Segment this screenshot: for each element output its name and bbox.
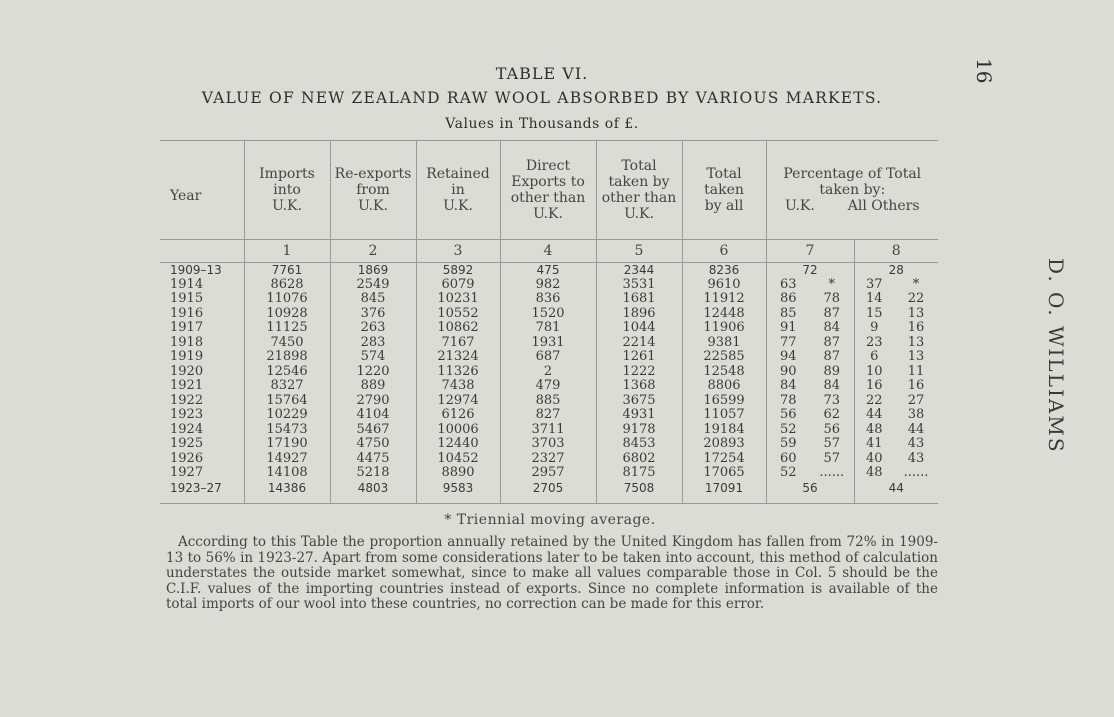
cell-c1: 10928	[244, 307, 330, 322]
cell-c2: 845	[330, 292, 416, 307]
cell-c1: 11125	[244, 321, 330, 336]
cell-year: 1927	[170, 465, 204, 480]
cell-c7b: 57	[823, 436, 841, 451]
cell-c5: 1044	[596, 321, 682, 336]
table-bottom-rule	[160, 495, 938, 504]
cell-c5: 1896	[596, 307, 682, 322]
cell-c4: 687	[500, 350, 596, 365]
cell-c2: 574	[330, 350, 416, 365]
cell-year: 1920	[170, 363, 204, 379]
cell-c3: 7167	[416, 336, 500, 351]
cell-c5: 8453	[596, 437, 682, 452]
cell-c3: 10452	[416, 452, 500, 467]
cell-c8b: 44	[907, 421, 925, 437]
cell-c3: 9583	[416, 481, 500, 496]
cell-c6: 12548	[682, 365, 766, 380]
cell-c3: 6126	[416, 408, 500, 423]
cell-c7a: 84	[766, 379, 810, 394]
header-direct-exports: Direct Exports to other than U.K.	[500, 141, 596, 240]
table-title: TABLE VI.	[495, 64, 589, 83]
cell-c4: 827	[500, 408, 596, 423]
cell-c2: 4104	[330, 408, 416, 423]
cell-year: 1918	[170, 334, 204, 350]
cell-c7b: 84	[823, 320, 841, 335]
cell-c8a: 48	[854, 423, 894, 438]
cell-c4: 1931	[500, 336, 596, 351]
cell-year: 1921	[170, 378, 204, 393]
cell-uk-pct: 72	[766, 263, 854, 278]
table-row	[160, 263, 938, 278]
cell-c2: 5467	[330, 423, 416, 438]
cell-c8a: 10	[854, 365, 894, 380]
cell-c4: 781	[500, 321, 596, 336]
cell-c7b: ......	[819, 465, 845, 480]
cell-year: 1909–13	[170, 263, 222, 277]
cell-c4: 2957	[500, 466, 596, 481]
cell-c1: 14108	[244, 466, 330, 481]
cell-uk-pct: 56	[766, 481, 854, 496]
cell-c8b: 27	[907, 392, 925, 408]
cell-c2: 4750	[330, 437, 416, 452]
cell-c4: 2327	[500, 452, 596, 467]
cell-c3: 10552	[416, 307, 500, 322]
cell-c6: 11906	[682, 321, 766, 336]
cell-c5: 2214	[596, 336, 682, 351]
header-total-other: Total taken by other than U.K.	[596, 141, 682, 240]
cell-c7a: 52	[766, 466, 810, 481]
cell-c6: 11912	[682, 292, 766, 307]
column-number-row: 1 2 3 4 5 6 7 8	[160, 240, 938, 263]
table-subtitle: VALUE OF NEW ZEALAND RAW WOOL ABSORBED BY VARIOUS MARKETS.	[201, 89, 883, 107]
header-total-all: Total taken by all	[682, 141, 766, 240]
cell-c3: 6079	[416, 278, 500, 293]
cell-c6: 11057	[682, 408, 766, 423]
cell-c8a: 37	[854, 278, 894, 293]
cell-c8b: 13	[907, 349, 925, 364]
cell-c2: 263	[330, 321, 416, 336]
cell-c5: 9178	[596, 423, 682, 438]
cell-c6: 19184	[682, 423, 766, 438]
cell-c7b: 87	[823, 349, 841, 364]
cell-c4: 2	[500, 365, 596, 380]
header-row	[160, 141, 938, 240]
table-row	[160, 452, 938, 467]
cell-c7a: 52	[766, 423, 810, 438]
table-row	[160, 466, 938, 481]
cell-c3: 8890	[416, 466, 500, 481]
cell-c4: 475	[500, 263, 596, 278]
cell-c8b: 43	[907, 450, 925, 466]
cell-c6: 12448	[682, 307, 766, 322]
cell-c7a: 85	[766, 307, 810, 322]
cell-others-pct: 44	[854, 481, 938, 496]
cell-c1: 14927	[244, 452, 330, 467]
cell-c8b: 16	[907, 320, 925, 335]
cell-c6: 17091	[682, 481, 766, 496]
cell-c4: 3711	[500, 423, 596, 438]
table-row	[160, 481, 938, 496]
cell-c1: 7450	[244, 336, 330, 351]
cell-c8b: 13	[907, 305, 925, 321]
cell-c4: 479	[500, 379, 596, 394]
cell-c7b: 89	[823, 363, 841, 379]
table-row	[160, 350, 938, 365]
cell-c7b: 73	[823, 392, 841, 408]
cell-c7a: 86	[766, 292, 810, 307]
cell-c1: 8327	[244, 379, 330, 394]
cell-c2: 1869	[330, 263, 416, 278]
cell-c3: 12440	[416, 437, 500, 452]
cell-c4: 2705	[500, 481, 596, 496]
cell-c3: 10006	[416, 423, 500, 438]
cell-c4: 1520	[500, 307, 596, 322]
cell-year: 1923	[170, 407, 204, 422]
cell-c4: 3703	[500, 437, 596, 452]
cell-c3: 10231	[416, 292, 500, 307]
cell-c5: 2344	[596, 263, 682, 278]
cell-year: 1922	[170, 392, 204, 408]
cell-c1: 8628	[244, 278, 330, 293]
cell-c7a: 63	[766, 278, 810, 293]
header-reexports: Re-exports from U.K.	[330, 141, 416, 240]
header-year: Year	[160, 141, 244, 240]
footnote: * Triennial moving average.	[444, 512, 656, 528]
cell-year: 1919	[170, 349, 204, 364]
cell-c5: 1261	[596, 350, 682, 365]
cell-c7a: 94	[766, 350, 810, 365]
cell-c8b: 22	[907, 291, 925, 306]
cell-c2: 5218	[330, 466, 416, 481]
cell-c2: 4803	[330, 481, 416, 496]
cell-c7a: 91	[766, 321, 810, 336]
table-row	[160, 379, 938, 394]
cell-c7b: 87	[823, 305, 841, 321]
cell-year: 1917	[170, 320, 204, 335]
cell-c1: 11076	[244, 292, 330, 307]
cell-c8b: ......	[903, 465, 929, 480]
cell-c7b: 78	[823, 291, 841, 306]
cell-c7a: 90	[766, 365, 810, 380]
cell-c7a: 56	[766, 408, 810, 423]
cell-c5: 3531	[596, 278, 682, 293]
header-all-others: All Others	[847, 198, 920, 214]
cell-c6: 9610	[682, 278, 766, 293]
cell-c8b: 13	[907, 334, 925, 350]
cell-c5: 3675	[596, 394, 682, 409]
cell-c2: 376	[330, 307, 416, 322]
cell-c2: 2790	[330, 394, 416, 409]
cell-c7b: 62	[823, 407, 841, 422]
header-retained: Retained in U.K.	[416, 141, 500, 240]
table-row	[160, 423, 938, 438]
table-row	[160, 278, 938, 293]
cell-c3: 21324	[416, 350, 500, 365]
cell-c5: 8175	[596, 466, 682, 481]
cell-c4: 982	[500, 278, 596, 293]
cell-c8a: 15	[854, 307, 894, 322]
cell-year: 1914	[170, 276, 204, 292]
cell-c8a: 14	[854, 292, 894, 307]
cell-c2: 889	[330, 379, 416, 394]
cell-c3: 11326	[416, 365, 500, 380]
cell-c8b: 38	[907, 407, 925, 422]
cell-c7b: 84	[823, 378, 841, 393]
table-row	[160, 365, 938, 380]
header-percentage: Percentage of Total taken by: U.K. All Others	[766, 141, 938, 240]
table-units: Values in Thousands of £.	[445, 116, 639, 132]
cell-c5: 1368	[596, 379, 682, 394]
cell-c3: 12974	[416, 394, 500, 409]
cell-year: 1925	[170, 436, 204, 451]
table-row	[160, 292, 938, 307]
cell-c5: 1222	[596, 365, 682, 380]
table-row	[160, 437, 938, 452]
cell-year: 1924	[170, 421, 204, 437]
cell-c2: 283	[330, 336, 416, 351]
cell-c1: 15764	[244, 394, 330, 409]
cell-c8b: 16	[907, 378, 925, 393]
cell-c8a: 44	[854, 408, 894, 423]
cell-c8a: 41	[854, 437, 894, 452]
cell-c2: 1220	[330, 365, 416, 380]
wool-markets-table	[160, 140, 938, 504]
cell-c5: 4931	[596, 408, 682, 423]
cell-c7a: 59	[766, 437, 810, 452]
cell-c1: 21898	[244, 350, 330, 365]
cell-c7b: 87	[823, 334, 841, 350]
cell-c3: 10862	[416, 321, 500, 336]
cell-c5: 7508	[596, 481, 682, 496]
cell-c5: 1681	[596, 292, 682, 307]
cell-c6: 9381	[682, 336, 766, 351]
cell-c8a: 22	[854, 394, 894, 409]
cell-c1: 17190	[244, 437, 330, 452]
table-row	[160, 307, 938, 322]
cell-c7a: 78	[766, 394, 810, 409]
cell-c7b: 56	[823, 421, 841, 437]
cell-c8a: 48	[854, 466, 894, 481]
cell-c2: 2549	[330, 278, 416, 293]
cell-c4: 885	[500, 394, 596, 409]
cell-year: 1916	[170, 305, 204, 321]
header-imports: Imports into U.K.	[244, 141, 330, 240]
cell-year: 1915	[170, 291, 204, 306]
cell-year: 1923–27	[170, 480, 222, 495]
cell-c6: 8236	[682, 263, 766, 278]
table-row	[160, 394, 938, 409]
table-row	[160, 321, 938, 336]
cell-c6: 20893	[682, 437, 766, 452]
cell-c8a: 16	[854, 379, 894, 394]
cell-c6: 8806	[682, 379, 766, 394]
cell-c1: 10229	[244, 408, 330, 423]
cell-c3: 7438	[416, 379, 500, 394]
cell-c8a: 6	[854, 350, 894, 365]
table-body	[160, 263, 938, 504]
table-row	[160, 408, 938, 423]
side-author-text: D. O. WILLIAMS	[1044, 258, 1068, 454]
cell-c6: 17065	[682, 466, 766, 481]
table-row	[160, 336, 938, 351]
cell-c8b: 11	[907, 363, 925, 379]
cell-c1: 7761	[244, 263, 330, 278]
cell-c8a: 9	[854, 321, 894, 336]
cell-c1: 12546	[244, 365, 330, 380]
cell-year: 1926	[170, 450, 204, 466]
cell-c8a: 23	[854, 336, 894, 351]
header-uk: U.K.	[784, 198, 815, 214]
cell-c1: 15473	[244, 423, 330, 438]
body-paragraph: According to this Table the proportion annually retained by the United Kingdom has fallen from 72% in 1909-13 to 56% in 1923-27. Apart from some considerations later to be taken into account, this method of calculation understates the outside market somewhat, since to make all values comparable those in Col. 5 should be the C.I.F. values of the importing countries instead of exports. Since no complete information is available of the total imports of our wool into these countries, no correction can be made for this error.	[166, 534, 938, 612]
cell-c6: 22585	[682, 350, 766, 365]
page-number: 16	[972, 58, 996, 84]
cell-c7b: *	[828, 276, 835, 292]
cell-c6: 16599	[682, 394, 766, 409]
cell-c8a: 40	[854, 452, 894, 467]
cell-c3: 5892	[416, 263, 500, 278]
cell-c4: 836	[500, 292, 596, 307]
cell-c1: 14386	[244, 481, 330, 496]
cell-c7b: 57	[823, 450, 841, 466]
cell-c6: 17254	[682, 452, 766, 467]
cell-c8b: *	[912, 276, 920, 292]
cell-c7a: 77	[766, 336, 810, 351]
cell-c7a: 60	[766, 452, 810, 467]
cell-others-pct: 28	[854, 263, 938, 278]
cell-c8b: 43	[907, 436, 925, 451]
cell-c5: 6802	[596, 452, 682, 467]
cell-c2: 4475	[330, 452, 416, 467]
